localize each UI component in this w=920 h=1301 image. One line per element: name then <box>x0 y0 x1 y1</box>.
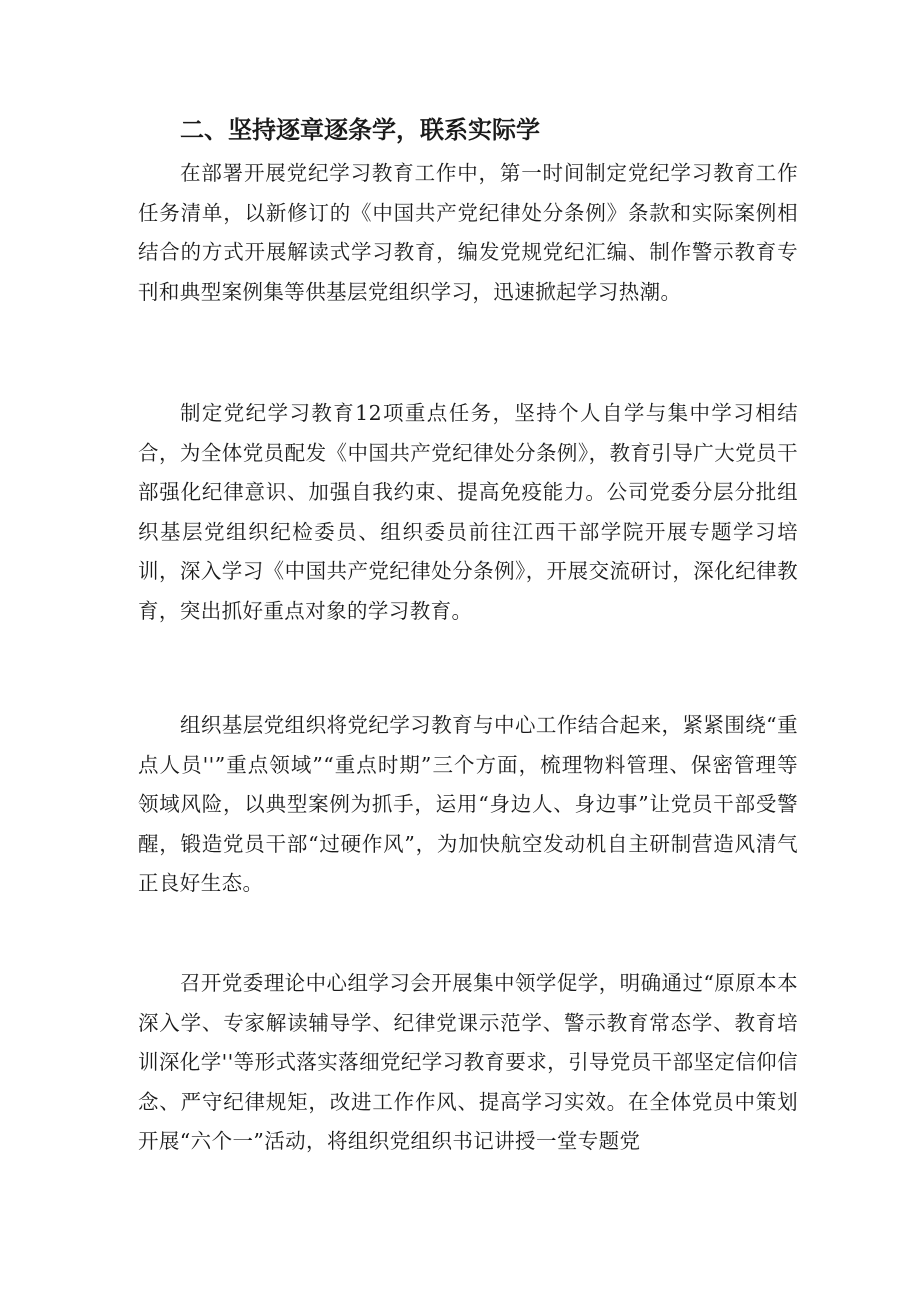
paragraph-1: 在部署开展党纪学习教育工作中，第一时间制定党纪学习教育工作任务清单，以新修订的《中国共产党纪律处分条例》条款和实际案例相结合的方式开展解读式学习教育，编发党规党纪汇编、制作警示教育专刊和典型案例集等供基层党组织学习，迅速掀起学习热潮。 <box>138 161 798 304</box>
paragraph-2: 制定党纪学习教育12项重点任务，坚持个人自学与集中学习相结合，为全体党员配发《中国共产党纪律处分条例》，教育引导广大党员干部强化纪律意识、加强自我约束、提高免疫能力。公司党委分层分批组织基层党组织纪检委员、组织委员前往江西干部学院开展专题学习培训，深入学习《中国共产党纪律处分条例》，开展交流研讨，深化纪律教育，突出抓好重点对象的学习教育。 <box>138 401 798 623</box>
paragraph-4: 召开党委理论中心组学习会开展集中领学促学，明确通过“原原本本深入学、专家解读辅导学、纪律党课示范学、警示教育常态学、教育培训深化学''等形式落实落细党纪学习教育要求，引导党员干部坚定信仰信念、严守纪律规矩，改进工作作风、提高学习实效。在全体党员中策划开展“六个一”活动，将组织党组织书记讲授一堂专题党 <box>138 971 798 1154</box>
paragraph-3: 组织基层党组织将党纪学习教育与中心工作结合起来，紧紧围绕“重点人员''”重点领域”“重点时期”三个方面，梳理物料管理、保密管理等领域风险，以典型案例为抓手，运用“身边人、身边事”让党员干部受警醒，锻造党员干部“过硬作风”，为加快航空发动机自主研制营造风清气正良好生态。 <box>138 713 798 896</box>
section-heading: 二、坚持逐章逐条学，联系实际学 <box>180 116 540 144</box>
